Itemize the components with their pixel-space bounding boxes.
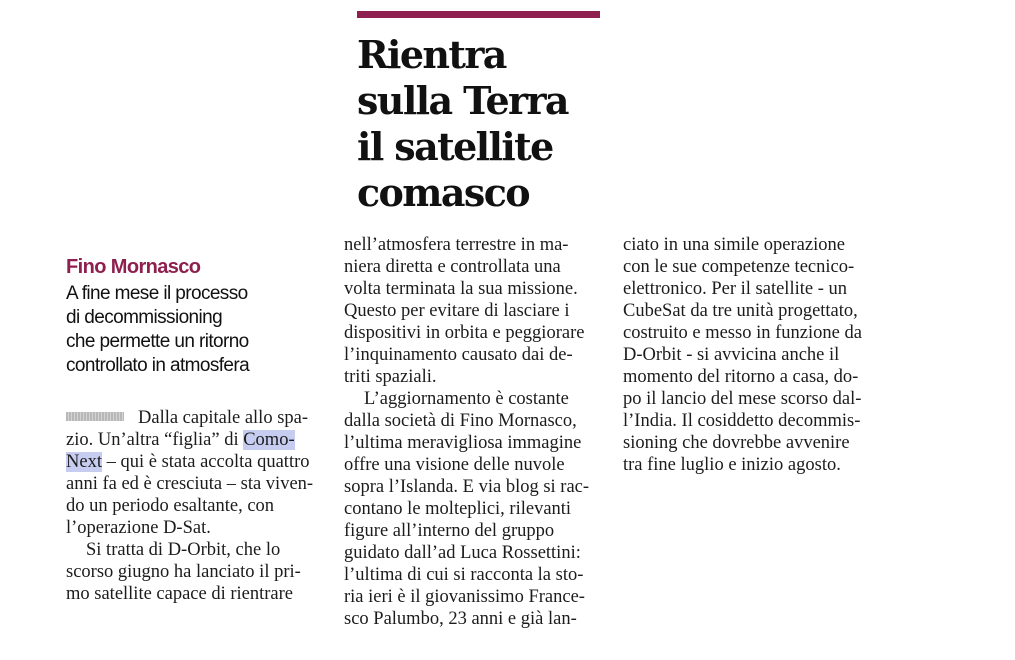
column-line: l’India. Il cosiddetto decommis- (623, 411, 861, 431)
column-line: sco Palumbo, 23 anni e già lan- (344, 609, 577, 629)
column-line (66, 407, 318, 429)
article-column-2 (344, 234, 598, 630)
column-line: offre una visione delle nuvole (344, 455, 565, 475)
column-line: l’operazione D-Sat. (66, 518, 211, 538)
column-line: do un periodo esaltante, con (66, 496, 275, 516)
headline-line: il satellite (357, 124, 553, 169)
column-line (66, 429, 318, 451)
highlighted-text[interactable]: Como- (243, 430, 295, 450)
column-line: figure all’interno del gruppo (344, 521, 555, 541)
column-line: mo satellite capace di rientrare (66, 584, 294, 604)
column-line: CubeSat da tre unità progettato, (623, 301, 858, 321)
column-line: l’ultima di cui si racconta la sto- (344, 565, 584, 585)
column-line: Si tratta di D-Orbit, che lo (86, 540, 281, 560)
text-span: zio. Un’altra “figlia” di (66, 430, 244, 450)
column-line: guidato dall’ad Luca Rossettini: (344, 543, 581, 563)
column-line: scorso giugno ha lanciato il pri- (66, 562, 301, 582)
highlighted-text[interactable]: Next (66, 452, 102, 472)
column-line: L’aggiornamento è costante (364, 389, 569, 409)
column-line: dalla società di Fino Mornasco, (344, 411, 577, 431)
headline-line: sulla Terra (357, 78, 568, 123)
article-column-3 (623, 234, 879, 476)
text-span: Dalla capitale allo spa- (138, 408, 309, 428)
column-line (66, 451, 318, 473)
article-summary (66, 282, 326, 378)
column-line: tra fine luglio e inizio agosto. (623, 455, 841, 475)
text-span: – qui è stata accolta quattro (101, 452, 310, 472)
column-line: Questo per evitare di lasciare i (344, 301, 570, 321)
headline-line: Rientra (357, 32, 506, 77)
section-top-rule (357, 11, 600, 18)
column-line: sopra l’Islanda. E via blog si rac- (344, 477, 590, 497)
column-line: l’ultima meravigliosa immagine (344, 433, 582, 453)
column-line: l’inquinamento causato dai de- (344, 345, 573, 365)
column-line: sioning che dovrebbe avvenire (623, 433, 850, 453)
column-line: triti spaziali. (344, 367, 437, 387)
byline-placeholder-bar (66, 412, 124, 421)
column-line: costruito e messo in funzione da (623, 323, 862, 343)
summary-line: di decommissioning (66, 307, 223, 328)
column-line: elettronico. Per il satellite - un (623, 279, 847, 299)
column-line: anni fa ed è cresciuta – sta viven- (66, 474, 314, 494)
headline-line: comasco (357, 170, 529, 215)
location-kicker: Fino Mornasco (66, 256, 201, 278)
summary-line: che permette un ritorno (66, 331, 249, 352)
article-column-1 (66, 407, 318, 605)
column-line: ria ieri è il giovanissimo France- (344, 587, 585, 607)
column-line: po il lancio del mese scorso dal- (623, 389, 862, 409)
column-line: nell’atmosfera terrestre in ma- (344, 235, 569, 255)
column-line: con le sue competenze tecnico- (623, 257, 855, 277)
column-line: contano le molteplici, rilevanti (344, 499, 572, 519)
column-line: D-Orbit - si avvicina anche il (623, 345, 840, 365)
column-line: dispositivi in orbita e peggiorare (344, 323, 585, 343)
summary-line: controllato in atmosfera (66, 355, 250, 376)
column-line: momento del ritorno a casa, do- (623, 367, 859, 387)
column-line: niera diretta e controllata una (344, 257, 561, 277)
article-headline (357, 32, 677, 216)
column-line: ciato in una simile operazione (623, 235, 845, 255)
column-line: volta terminata la sua missione. (344, 279, 578, 299)
summary-line: A fine mese il processo (66, 283, 248, 304)
